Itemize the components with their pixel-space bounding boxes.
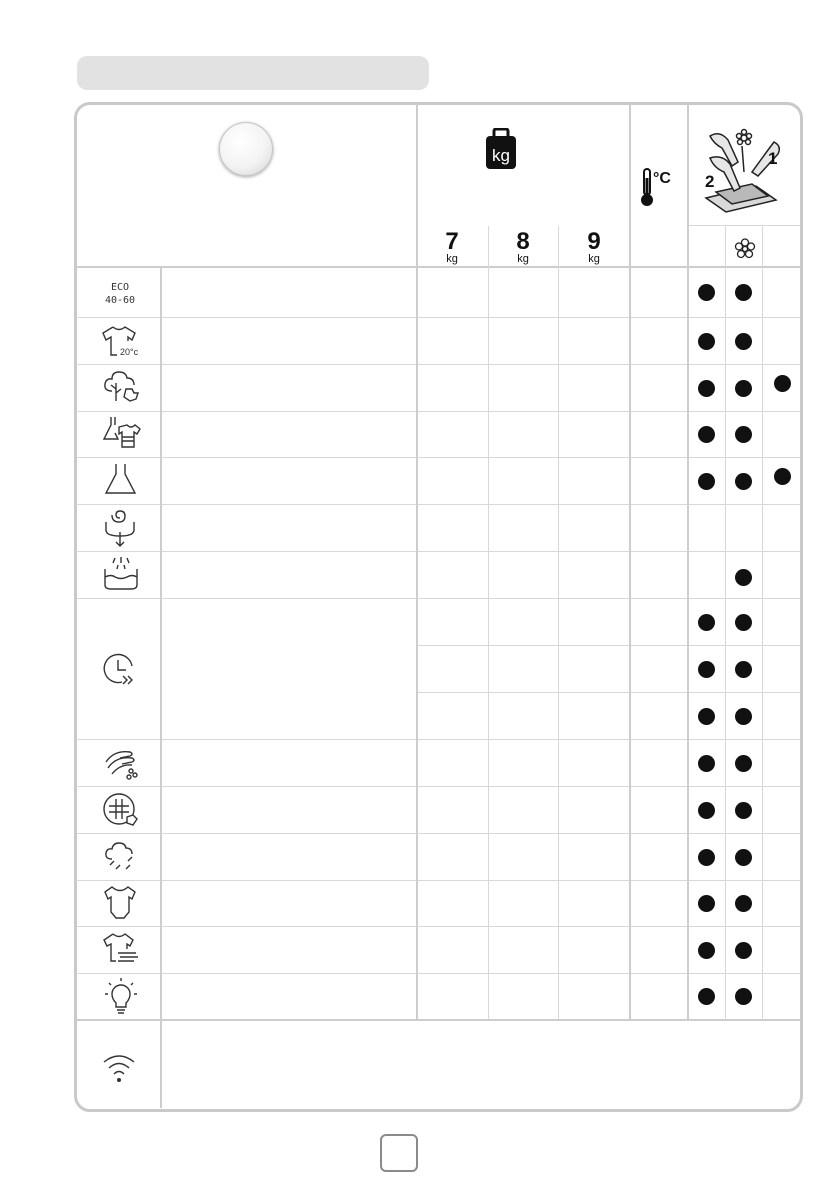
dot-softener (735, 426, 752, 443)
temperature-label: °C (653, 170, 671, 187)
steam-cloud-icon (102, 839, 138, 875)
row-divider (76, 364, 800, 365)
cotton-icon (102, 369, 142, 405)
bulb-icon (104, 977, 138, 1015)
dot-main-wash (698, 895, 715, 912)
row-divider (76, 551, 800, 552)
section-title-bar (77, 56, 429, 90)
dot-softener (735, 380, 752, 397)
shirt-air-icon (102, 931, 140, 967)
row-divider (417, 692, 800, 693)
row-divider (76, 1019, 800, 1021)
dot-main-wash (698, 942, 715, 959)
compartment-1-label: 1 (768, 149, 778, 168)
load-value: 7 (445, 228, 459, 255)
dot-softener (735, 849, 752, 866)
hand-wash-icon (102, 746, 140, 782)
compartment-2-label: 2 (705, 172, 715, 191)
dot-softener (735, 708, 752, 725)
dot-main-wash (698, 380, 715, 397)
dot-softener (735, 755, 752, 772)
dot-softener (735, 942, 752, 959)
row-divider (76, 739, 800, 740)
rapid-clock-icon (102, 650, 138, 688)
detergent-drawer-icon (702, 128, 788, 216)
row-divider (687, 225, 800, 226)
flower-icon (733, 237, 757, 261)
dot-softener (735, 284, 752, 301)
dot-softener (735, 473, 752, 490)
dot-main-wash (698, 426, 715, 443)
dot-prewash (774, 468, 791, 485)
dot-softener (735, 895, 752, 912)
dot-main-wash (698, 661, 715, 678)
dot-main-wash (698, 614, 715, 631)
column-divider (558, 226, 559, 1019)
load-unit: kg (446, 253, 458, 265)
load-unit: kg (588, 253, 600, 265)
column-divider (488, 226, 489, 1019)
dot-main-wash (698, 284, 715, 301)
dot-softener (735, 333, 752, 350)
wifi-icon (101, 1048, 137, 1084)
column-divider (687, 104, 689, 1019)
row-divider (76, 833, 800, 834)
spin-drain-icon (102, 508, 138, 548)
baby-onesie-icon (102, 884, 138, 922)
row-divider (417, 645, 800, 646)
dot-main-wash (698, 473, 715, 490)
row-divider (76, 317, 800, 318)
thermometer-icon (640, 168, 654, 208)
load-unit: kg (517, 253, 529, 265)
dot-softener (735, 569, 752, 586)
flask-icon (103, 462, 139, 496)
dot-main-wash (698, 802, 715, 819)
column-divider (762, 225, 763, 1019)
dot-softener (735, 802, 752, 819)
dot-main-wash (698, 708, 715, 725)
dot-softener (735, 661, 752, 678)
kg-weight-icon (485, 128, 517, 170)
mixed-synthetic-icon (101, 415, 141, 449)
column-divider (160, 266, 162, 1108)
load-8kg (498, 228, 548, 265)
column-divider (416, 104, 418, 1019)
svg-text:20°c: 20°c (120, 347, 139, 357)
row-divider (76, 411, 800, 412)
program-dial-icon (219, 122, 273, 176)
row-divider (76, 880, 800, 881)
dot-main-wash (698, 988, 715, 1005)
dot-softener (735, 614, 752, 631)
row-divider (76, 266, 800, 268)
load-7kg (427, 228, 477, 265)
row-divider (76, 598, 800, 599)
shirt-20c-icon (101, 323, 145, 357)
dot-main-wash (698, 333, 715, 350)
row-divider (76, 973, 800, 974)
dot-main-wash (698, 755, 715, 772)
page-number-box (380, 1134, 418, 1172)
load-value: 9 (587, 228, 601, 255)
hygiene-icon (101, 791, 141, 829)
row-divider (76, 926, 800, 927)
column-divider (629, 104, 631, 1019)
row-divider (76, 504, 800, 505)
column-divider (725, 225, 726, 1019)
row-divider (76, 786, 800, 787)
dot-main-wash (698, 849, 715, 866)
dot-prewash (774, 375, 791, 392)
eco-40-60-icon: ECO 40-60 (104, 282, 136, 306)
load-9kg (569, 228, 619, 265)
svg-text:kg: kg (492, 146, 510, 165)
row-divider (76, 457, 800, 458)
dot-softener (735, 988, 752, 1005)
load-value: 8 (516, 228, 530, 255)
rinse-icon (101, 555, 141, 591)
